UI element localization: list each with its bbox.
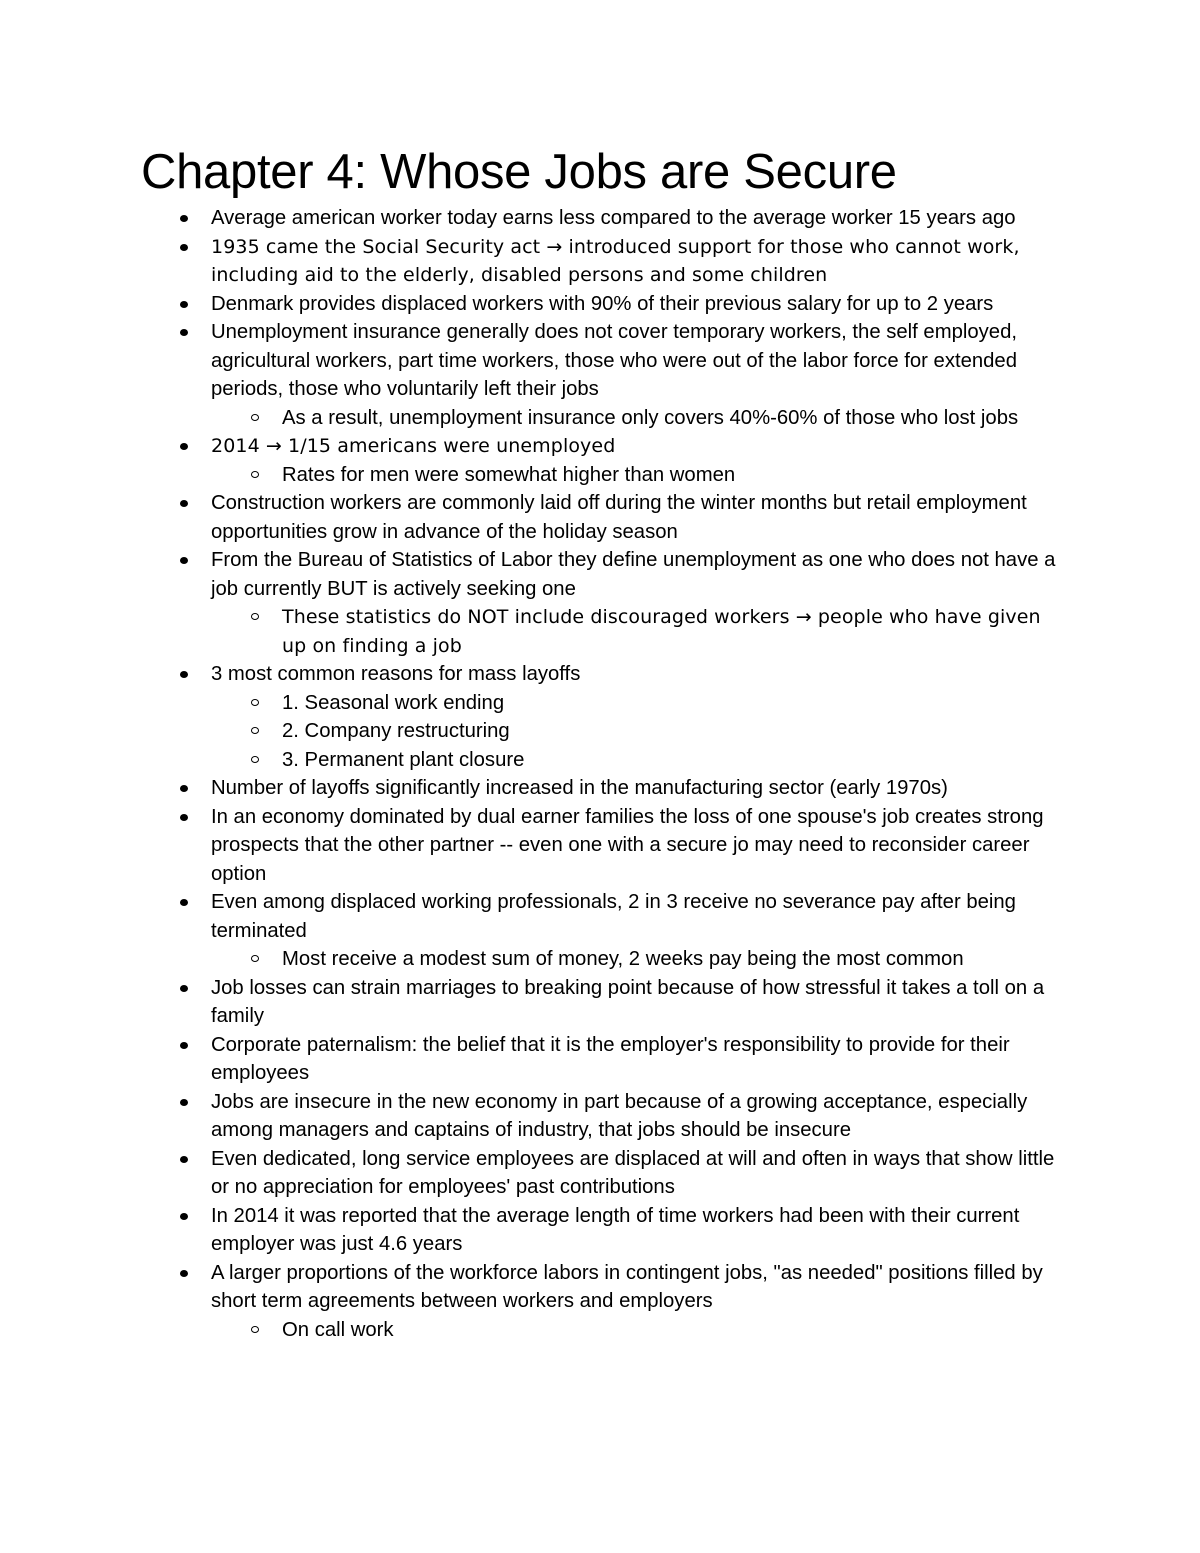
sub-bullet-item: Most receive a modest sum of money, 2 weeks pay being the most common bbox=[282, 945, 1052, 974]
bullet-item: A larger proportions of the workforce labors in contingent jobs, "as needed" positions filled by short term agreements between workers and employers bbox=[211, 1259, 1061, 1316]
bullet-item: Number of layoffs significantly increased in the manufacturing sector (early 1970s) bbox=[211, 774, 1061, 803]
bullet-item: Even dedicated, long service employees are displaced at will and often in ways that show little or no appreciation for employees' past contributions bbox=[211, 1145, 1061, 1202]
bullet-item: 2014 → 1/15 americans were unemployed bbox=[211, 432, 1061, 461]
sub-bullet-item: On call work bbox=[282, 1316, 1052, 1345]
bullet-item: Corporate paternalism: the belief that it is the employer's responsibility to provide for their employees bbox=[211, 1031, 1061, 1088]
sub-bullet-item: 1. Seasonal work ending bbox=[282, 689, 1052, 718]
bullet-item: Even among displaced working professionals, 2 in 3 receive no severance pay after being terminated bbox=[211, 888, 1061, 945]
bullet-item: Construction workers are commonly laid off during the winter months but retail employment opportunities grow in advance of the holiday season bbox=[211, 489, 1061, 546]
bullet-item: 1935 came the Social Security act → introduced support for those who cannot work, including aid to the elderly, disabled persons and some children bbox=[211, 233, 1061, 290]
bullet-item: Denmark provides displaced workers with 90% of their previous salary for up to 2 years bbox=[211, 290, 1061, 319]
bullet-list bbox=[0, 204, 1200, 1344]
bullet-item: In 2014 it was reported that the average length of time workers had been with their current employer was just 4.6 years bbox=[211, 1202, 1061, 1259]
bullet-item: Unemployment insurance generally does not cover temporary workers, the self employed, agricultural workers, part time workers, those who were out of the labor force for extended periods, those who voluntarily left their jobs bbox=[211, 318, 1061, 404]
bullet-item: In an economy dominated by dual earner families the loss of one spouse's job creates strong prospects that the other partner -- even one with a secure jo may need to reconsider career option bbox=[211, 803, 1061, 889]
sub-bullet-item: As a result, unemployment insurance only covers 40%-60% of those who lost jobs bbox=[282, 404, 1052, 433]
bullet-item: Job losses can strain marriages to breaking point because of how stressful it takes a toll on a family bbox=[211, 974, 1061, 1031]
bullet-item: Jobs are insecure in the new economy in part because of a growing acceptance, especially among managers and captains of industry, that jobs should be insecure bbox=[211, 1088, 1061, 1145]
sub-bullet-item: 2. Company restructuring bbox=[282, 717, 1052, 746]
bullet-item: Average american worker today earns less compared to the average worker 15 years ago bbox=[211, 204, 1061, 233]
bullet-item: 3 most common reasons for mass layoffs bbox=[211, 660, 1061, 689]
sub-bullet-item: Rates for men were somewhat higher than women bbox=[282, 461, 1052, 490]
page-title: Chapter 4: Whose Jobs are Secure bbox=[141, 145, 897, 199]
bullet-item: From the Bureau of Statistics of Labor they define unemployment as one who does not have a job currently BUT is actively seeking one bbox=[211, 546, 1061, 603]
sub-bullet-item: 3. Permanent plant closure bbox=[282, 746, 1052, 775]
sub-bullet-item: These statistics do NOT include discouraged workers → people who have given up on finding a job bbox=[282, 603, 1052, 660]
